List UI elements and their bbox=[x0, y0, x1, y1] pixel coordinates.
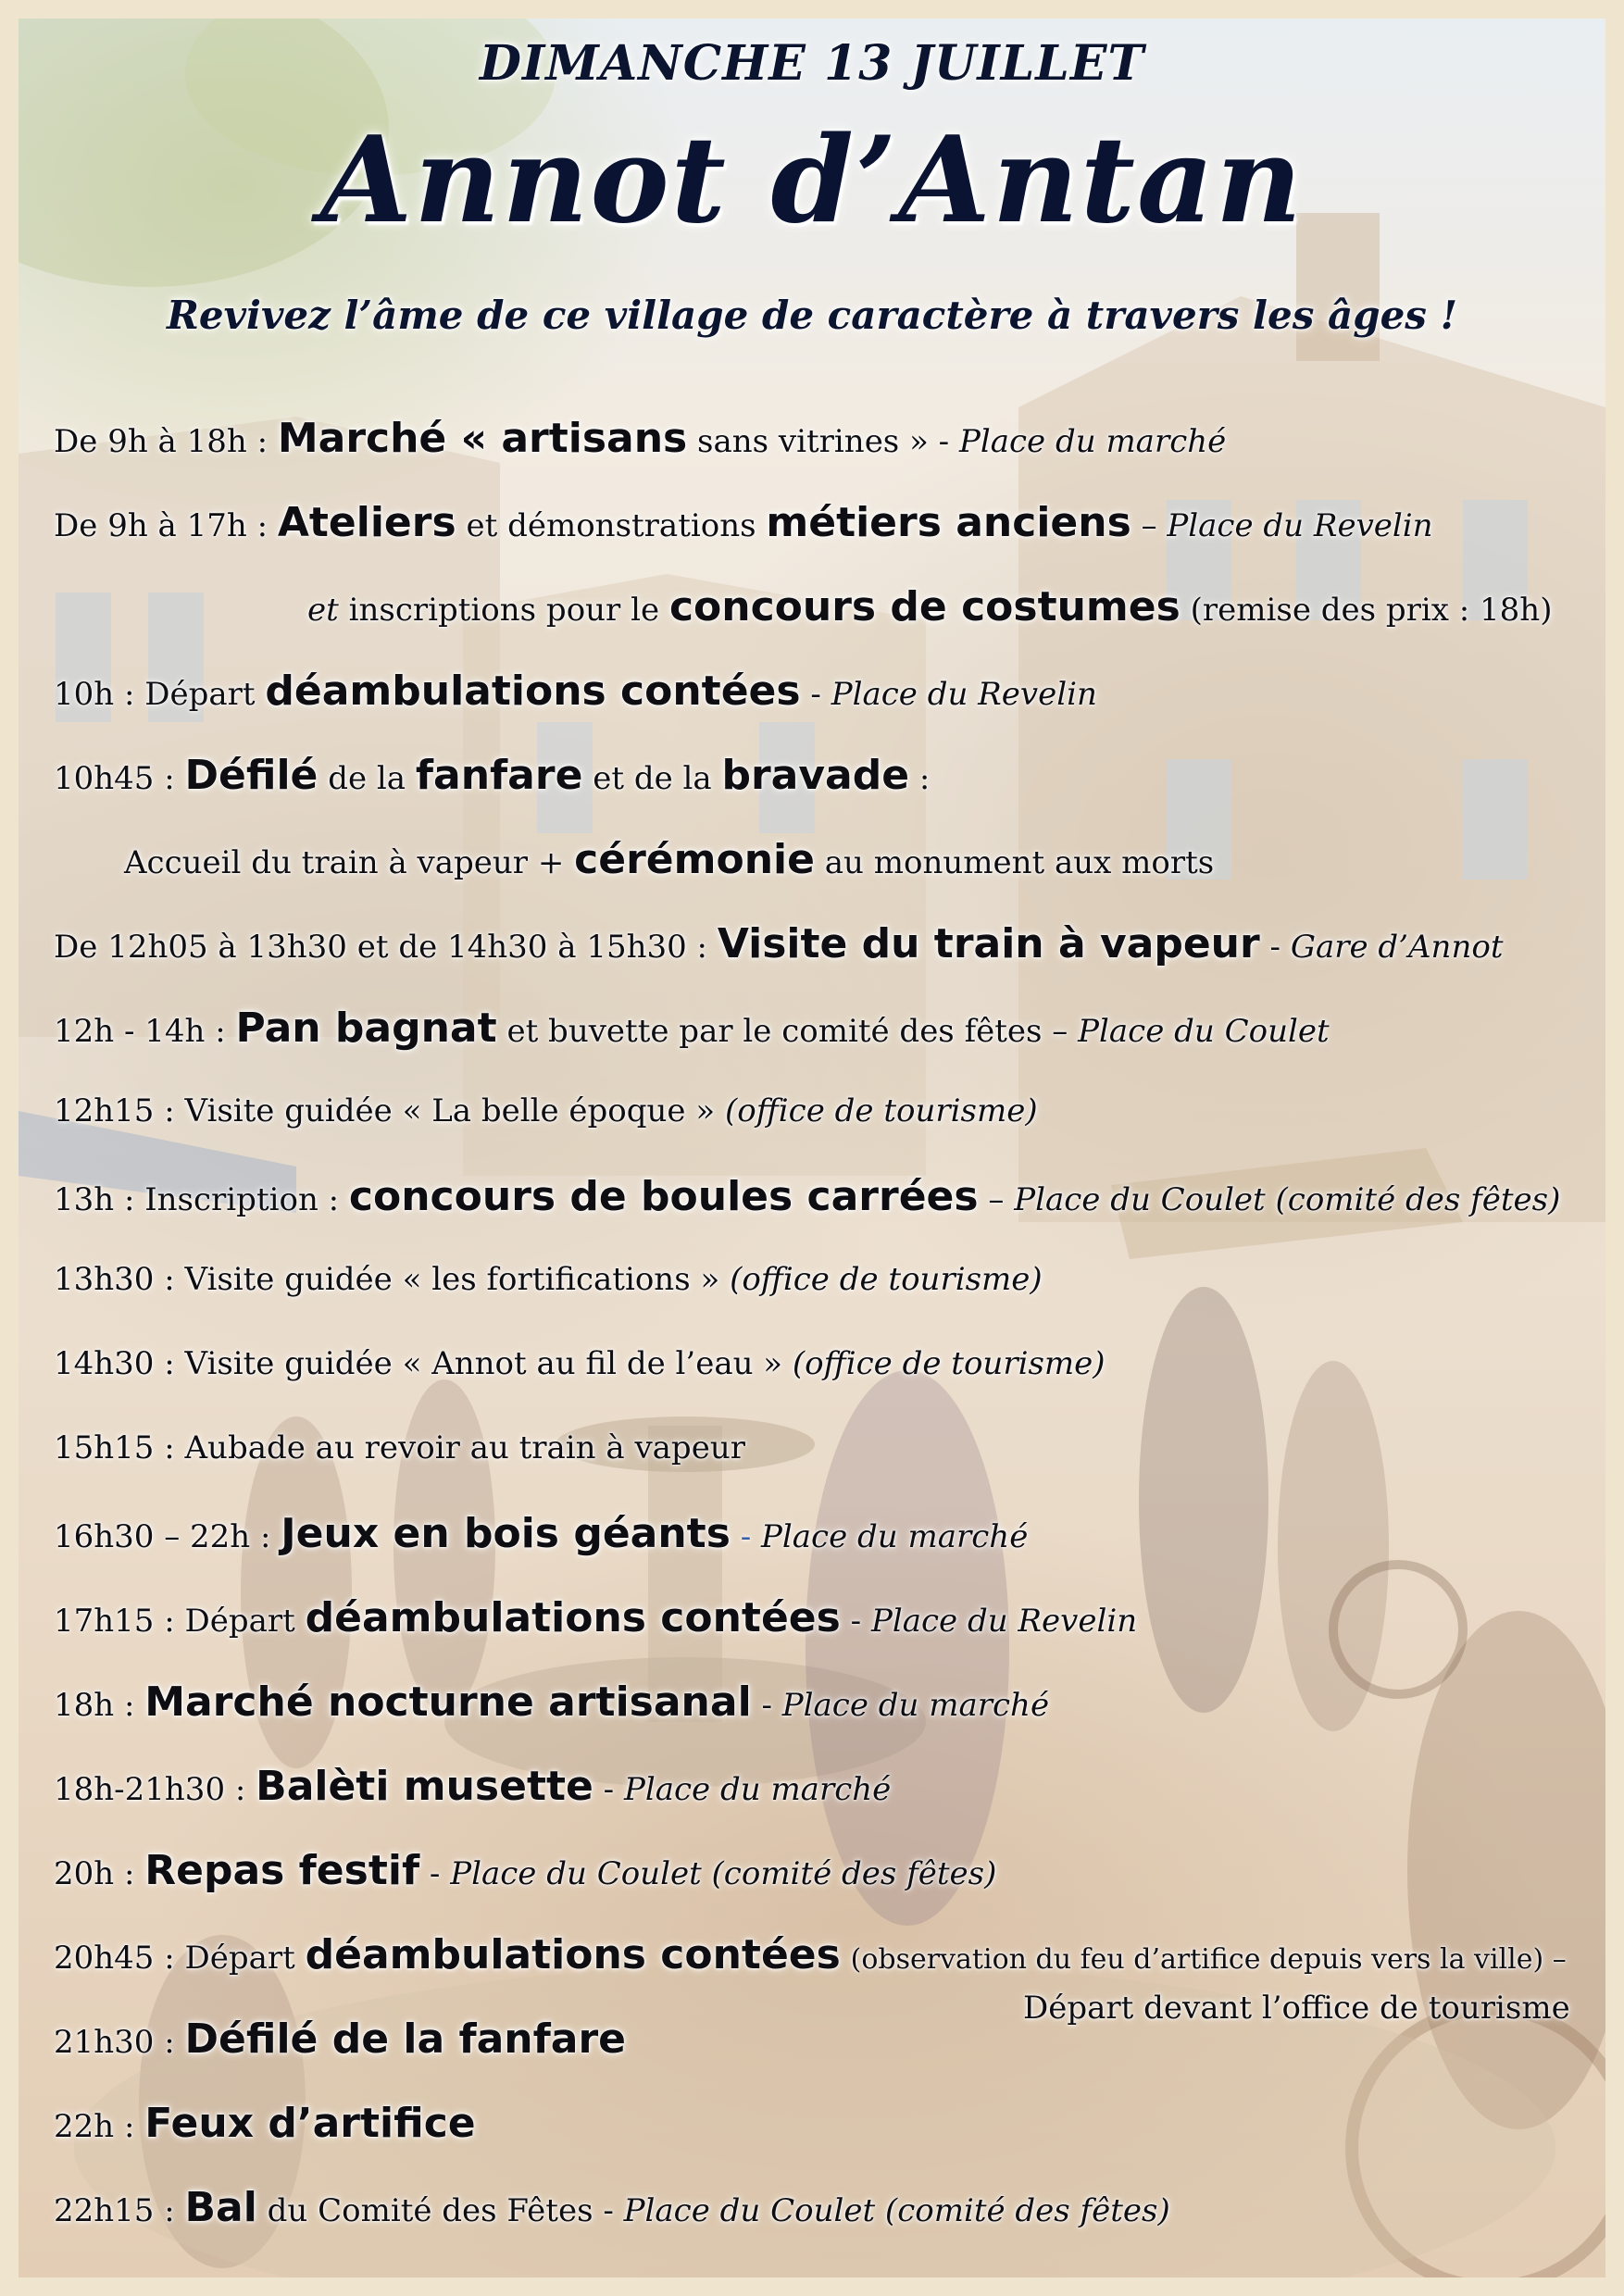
program-time: 15h15 : Aubade au revoir au train à vapeur bbox=[54, 1429, 745, 1466]
program-place: Place du marché bbox=[781, 1687, 1050, 1724]
program-time: 20h45 : Départ bbox=[54, 1940, 295, 1977]
program-place: Place du Coulet (comité des fêtes) bbox=[1014, 1181, 1561, 1218]
program-separator: - bbox=[761, 1687, 772, 1724]
program-item bbox=[54, 1004, 1330, 1052]
program-item bbox=[54, 1092, 1038, 1129]
program-place: Place du marché bbox=[623, 1771, 892, 1808]
program-time: 16h30 – 22h : bbox=[54, 1518, 271, 1555]
event-subtitle: Revivez l’âme de ce village de caractère à travers les âges ! bbox=[166, 293, 1458, 338]
program-activity: déambulations contées bbox=[265, 668, 801, 715]
program-place: Gare d’Annot bbox=[1290, 929, 1504, 966]
program-activity: Ateliers bbox=[277, 499, 456, 546]
event-title: Annot d’Antan bbox=[319, 111, 1305, 250]
program-time: 18h : bbox=[54, 1687, 135, 1724]
program-time: 10h45 : bbox=[54, 760, 175, 797]
program-time: 18h-21h30 : bbox=[54, 1771, 246, 1808]
program-text: et de la bbox=[593, 760, 712, 797]
program-item bbox=[54, 1261, 1043, 1298]
program-item bbox=[54, 1429, 745, 1466]
program-separator: - bbox=[850, 1603, 862, 1640]
program-time: 17h15 : Départ bbox=[54, 1603, 295, 1640]
program-separator: – bbox=[1141, 507, 1157, 544]
program-place: Place du Coulet (comité des fêtes) bbox=[450, 1855, 997, 1892]
program-place: (office de tourisme) bbox=[724, 1092, 1038, 1129]
program-item bbox=[307, 583, 1552, 630]
program-text: Accueil du train à vapeur bbox=[124, 844, 529, 881]
program-time: De 12h05 à 13h30 et de 14h30 à 15h30 : bbox=[54, 929, 708, 966]
program-text: sans vitrines » - bbox=[697, 423, 950, 460]
program-time: De 9h à 17h : bbox=[54, 507, 269, 544]
program-item bbox=[54, 2184, 1170, 2231]
program-item bbox=[124, 836, 1214, 883]
program-item bbox=[54, 668, 1097, 715]
program-item bbox=[54, 2015, 626, 2063]
program-time: 12h - 14h : bbox=[54, 1013, 226, 1050]
program-item bbox=[1023, 1990, 1570, 2027]
program-item bbox=[54, 1345, 1106, 1382]
program-activity: déambulations contées bbox=[305, 1594, 841, 1641]
program-activity: concours de boules carrées bbox=[348, 1173, 979, 1220]
program-separator: - bbox=[603, 1771, 615, 1808]
program-item bbox=[54, 920, 1503, 967]
program-activity: Marché nocturne artisanal bbox=[144, 1678, 752, 1726]
program-activity: Pan bagnat bbox=[235, 1004, 497, 1052]
program-separator: + bbox=[537, 844, 565, 881]
program-place: Place du Revelin bbox=[1167, 507, 1433, 544]
program-place: Place du Coulet bbox=[1078, 1013, 1330, 1050]
program-time: 13h : Inscription : bbox=[54, 1181, 340, 1218]
program-activity: Visite du train à vapeur bbox=[717, 920, 1260, 967]
program-item bbox=[54, 1510, 1028, 1557]
program-item bbox=[54, 415, 1226, 462]
program-activity: Défilé bbox=[184, 752, 319, 799]
program-item bbox=[54, 1847, 996, 1894]
program-time: 21h30 : bbox=[54, 2024, 175, 2061]
program-activity: Défilé de la fanfare bbox=[184, 2015, 627, 2063]
poster bbox=[19, 19, 1605, 2277]
program-activity: Bal bbox=[184, 2184, 257, 2231]
program-activity: concours de costumes bbox=[668, 583, 1181, 630]
program-activity: fanfare bbox=[415, 752, 583, 799]
program-text: inscriptions pour le bbox=[348, 592, 660, 629]
program-place: (office de tourisme) bbox=[792, 1345, 1106, 1382]
program-time: 13h30 : Visite guidée « les fortifications » bbox=[54, 1261, 720, 1298]
program-activity: déambulations contées bbox=[305, 1931, 841, 1978]
program-place: Place du Revelin bbox=[831, 676, 1097, 713]
program-item bbox=[54, 752, 930, 799]
program-separator: - bbox=[429, 1855, 441, 1892]
program-separator: - bbox=[740, 1518, 752, 1555]
program-text: du Comité des Fêtes - bbox=[267, 2192, 614, 2229]
program-time: De 9h à 18h : bbox=[54, 423, 269, 460]
program-activity: métiers anciens bbox=[766, 499, 1131, 546]
program-item bbox=[54, 1678, 1049, 1726]
program-place: Place du Revelin bbox=[870, 1603, 1138, 1640]
program-activity: Jeux en bois géants bbox=[281, 1510, 731, 1557]
program-time: 20h : bbox=[54, 1855, 135, 1892]
program-time: 22h15 : bbox=[54, 2192, 175, 2229]
program-activity: bravade bbox=[721, 752, 910, 799]
program-text: au monument aux morts bbox=[824, 844, 1215, 881]
program-text: et démonstrations bbox=[466, 507, 756, 544]
program-activity: Marché « artisans bbox=[277, 415, 688, 462]
program-item bbox=[54, 1173, 1560, 1220]
program-place: Place du marché bbox=[761, 1518, 1029, 1555]
program-place: (office de tourisme) bbox=[730, 1261, 1043, 1298]
program-schedule bbox=[19, 19, 1605, 2277]
program-text: : bbox=[918, 760, 931, 797]
program-item bbox=[54, 1763, 891, 1810]
program-time: 10h : Départ bbox=[54, 676, 256, 713]
program-separator: - bbox=[810, 676, 821, 713]
program-activity: Balèti musette bbox=[256, 1763, 593, 1810]
program-place: Place du marché bbox=[958, 423, 1227, 460]
program-activity: Feux d’artifice bbox=[144, 2100, 476, 2147]
program-text: de la bbox=[328, 760, 406, 797]
program-time: 14h30 : Visite guidée « Annot au fil de l’eau » bbox=[54, 1345, 783, 1382]
program-activity: Repas festif bbox=[144, 1847, 420, 1894]
program-item bbox=[54, 1931, 1567, 1978]
program-place: Place du Coulet (comité des fêtes) bbox=[623, 2192, 1170, 2229]
program-text: et buvette par le comité des fêtes – bbox=[506, 1013, 1068, 1050]
event-date: DIMANCHE 13 JUILLET bbox=[479, 35, 1145, 92]
program-activity: cérémonie bbox=[574, 836, 815, 883]
program-time: 12h15 : Visite guidée « La belle époque » bbox=[54, 1092, 716, 1129]
program-note: (remise des prix : 18h) bbox=[1190, 592, 1553, 629]
program-text: Départ devant l’office de tourisme bbox=[1023, 1990, 1570, 2027]
program-separator: - bbox=[1269, 929, 1280, 966]
program-item bbox=[54, 1594, 1137, 1641]
program-item bbox=[54, 2100, 476, 2147]
program-text: et bbox=[307, 592, 339, 629]
program-separator: – bbox=[988, 1181, 1005, 1218]
program-item bbox=[54, 499, 1433, 546]
program-time: 22h : bbox=[54, 2108, 135, 2145]
program-note: (observation du feu d’artifice depuis vers la ville) – bbox=[850, 1943, 1567, 1976]
